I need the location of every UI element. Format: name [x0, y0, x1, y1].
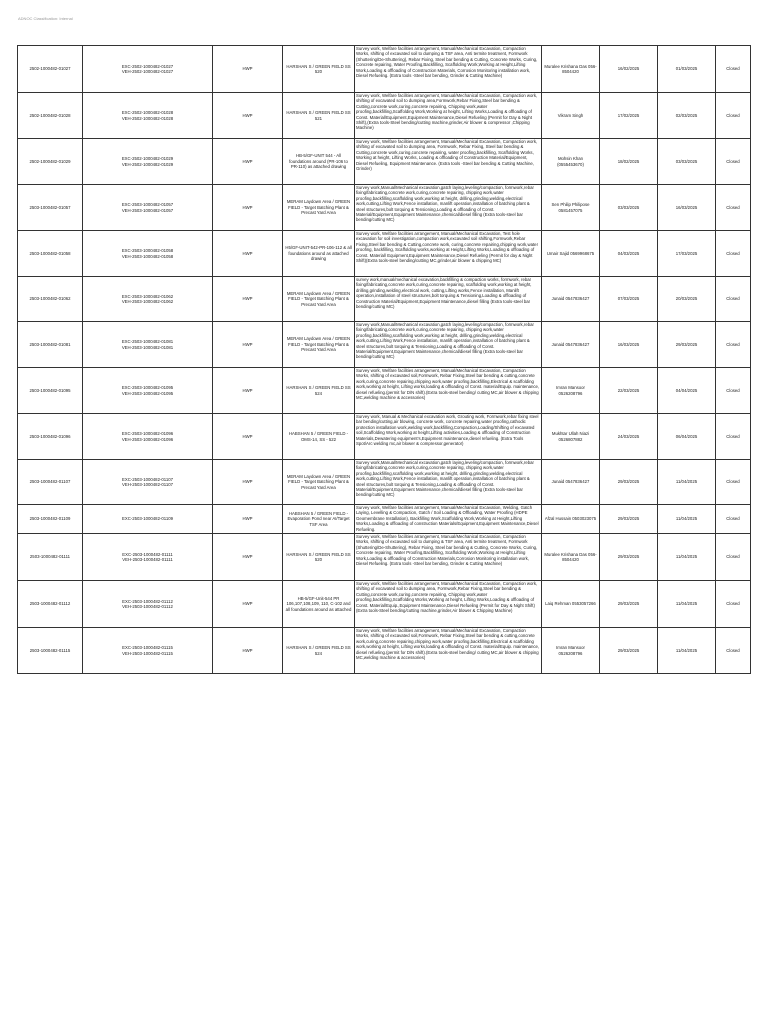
- permit-type-cell: HWP: [213, 322, 283, 368]
- permit-ref: VEH-2503-1000482-01095: [121, 390, 174, 396]
- permit-id-cell: 2502-1000482-01029: [18, 139, 83, 185]
- permit-ref: EXC-2502-1000482-01028: [121, 110, 174, 116]
- status-cell: Closed: [716, 368, 751, 414]
- permit-id-cell: 2503-1000482-01111: [18, 534, 83, 581]
- start-date-cell: 29/03/2025: [600, 534, 658, 581]
- responsible-person-cell: Mukhtar Ullah Niazi 0526807882: [542, 414, 600, 460]
- status-cell: Closed: [716, 414, 751, 460]
- status-cell: Closed: [716, 139, 751, 185]
- permit-ref: EXC-2503-1000482-01111: [122, 551, 173, 557]
- permit-refs-cell: [83, 322, 213, 368]
- permit-row: [18, 139, 751, 185]
- start-date-cell: 18/02/2025: [600, 139, 658, 185]
- responsible-person-cell: Junaid 0547836427: [542, 277, 600, 322]
- permit-type-cell: HWP: [213, 414, 283, 460]
- permit-id-cell: 2503-1000482-01107: [18, 460, 83, 505]
- permit-refs-cell: [83, 581, 213, 628]
- start-date-cell: 24/03/2025: [600, 414, 658, 460]
- end-date-cell: 17/03/2025: [658, 231, 716, 277]
- permit-id-cell: 2503-1000482-01081: [18, 322, 83, 368]
- permit-row: [18, 46, 751, 93]
- start-date-cell: 29/03/2025: [600, 460, 658, 505]
- activity-description-cell: Survey work,Manual/Mechanical excavation,gatch laying,leveling/compaction, formwork,rebar fixing/fabricating,concrete work,curing,concrete repairing, chipping work,water proofing,backfilling,scaffolding work,working at height, drilling,grinding,welding,electrical work,cutting,Lifting Work,Fence installation, manlift operation,installation of batching plant & steel structures,bolt torquing & Tensioning,Loading & offloading of Const. Material/Equipment,Equipment Maintenance,chemical/diesel filling (Extra tools-steel bar bending/cutting MC): [355, 322, 542, 368]
- permit-refs-cell: [83, 534, 213, 581]
- permit-type-cell: HWP: [213, 628, 283, 674]
- permit-ref: EXC-2503-1000482-01095: [121, 385, 174, 391]
- responsible-person-cell: Muralee Krishana Das 056-8504420: [542, 534, 600, 581]
- location-cell: HABSHAN 5 / GREEN FIELD - Evaporation Pond near AI/Target TSF Area: [283, 505, 355, 534]
- end-date-cell: 11/04/2025: [658, 505, 716, 534]
- location-cell: HARSHAN S / GREEN FIELD SS 524: [283, 368, 355, 414]
- permit-id-cell: 2503-1000482-01095: [18, 368, 83, 414]
- end-date-cell: 11/04/2025: [658, 460, 716, 505]
- responsible-person-cell: Vikram Singh: [542, 93, 600, 139]
- activity-description-cell: Survey work, Welfare facilities arrangement, Manual/Mechanical Excavation, Compaction Works, shifting of excavated soil,Formwork, Rebar Fixing,Steel bar bending & cutting,concrete work,curing,concrete repairing,chipping work,water proofing,backfilling,Electrical & scaffolding work,working at height, Lifting works,loading & offloading of Const. material/Equip. maintenance, diesel refueling.(permit for D/N shift).(Extra tools-steel bending/ cutting MC,air blower & chipping MC,welding machine & accessories): [355, 628, 542, 674]
- end-date-cell: 06/04/2025: [658, 414, 716, 460]
- activity-description-cell: Survey work, Welfare facilities arrangement, Manual/Mechanical Excavation, Compaction Works, shifting of excavated soil,Formwork, Rebar Fixing,Steel bar bending & cutting,concrete work,curing,concrete repairing,chipping work,water proofing,backfilling,Electrical & scaffolding work,working at height, Lifting works,loading & offloading of Const. material/Equip. maintenance, diesel refueling.(permit for D/N shift).(Extra tools-steel bending/ cutting MC,air blower & chipping MC,welding machine & accessories): [355, 368, 542, 414]
- status-cell: Closed: [716, 93, 751, 139]
- responsible-person-cell: Junaid 0547836427: [542, 322, 600, 368]
- end-date-cell: 29/03/2025: [658, 322, 716, 368]
- permit-ref: EXC-2503-1000482-01062: [121, 293, 174, 299]
- end-date-cell: 16/03/2025: [658, 185, 716, 231]
- location-cell: HARSHAN S / GREEN FIELD SS 521: [283, 93, 355, 139]
- responsible-person-cell: Imran Mansoor 0526208796: [542, 368, 600, 414]
- responsible-person-cell: Junaid 0547836427: [542, 460, 600, 505]
- responsible-person-cell: Mohsin Khan (0555453670): [542, 139, 600, 185]
- status-cell: Closed: [716, 231, 751, 277]
- responsible-person-cell: Imran Mansoor 0526208796: [542, 628, 600, 674]
- permit-row: [18, 277, 751, 322]
- status-cell: Closed: [716, 185, 751, 231]
- permit-row: [18, 505, 751, 534]
- activity-description-cell: Survey work, Welfare facilities arrangement, Manual/Mechanical Excavation, Compaction Works, shifting of excavated soil to dumping & TSF area, Anti termite treatment, Formwork (Shuttering/De-Shuttering), Rebar Fixing, Steel bar bending & Cutting, Concrete Works, Curing, Concrete repairing, Water Proofing,Backfilling, Scaffolding Work,Working at Height,Lifting Work,Loading & offloading of Construction Materials, Corrosion Monitoring installation work, Diesel Refueling. (Extra tools -Steel bar bending, Grinder & Cutting Machine): [355, 46, 542, 93]
- permit-ref: VEH-2503-1000482-01115: [122, 650, 173, 656]
- permit-ref: VEH-2502-1000482-01028: [121, 115, 174, 121]
- status-cell: Closed: [716, 277, 751, 322]
- location-cell: HARSHAN S / GREEN FIELD SS 524: [283, 628, 355, 674]
- permit-id-cell: 2503-1000482-01109: [18, 505, 83, 534]
- permit-ref: EXC-2502-1000482-01027: [121, 63, 174, 69]
- start-date-cell: 22/03/2025: [600, 368, 658, 414]
- permit-ref: VEH-2503-1000482-01107: [121, 482, 174, 487]
- location-cell: H5/GF-UNIT-542-PR-106-112 & all foundations around as attached drawing: [283, 231, 355, 277]
- responsible-person-cell: Laiq Rehman 0553057266: [542, 581, 600, 628]
- start-date-cell: 29/03/2025: [600, 505, 658, 534]
- location-cell: HARSHAN S / GREEN FIELD SS 520: [283, 534, 355, 581]
- permit-id-cell: 2503-1000482-01058: [18, 231, 83, 277]
- permit-type-cell: HWP: [213, 460, 283, 505]
- permit-row: [18, 534, 751, 581]
- location-cell: MERAM Laydown Area / GREEN FIELD - Target Batching Plant & Precast Yard Area: [283, 460, 355, 505]
- start-date-cell: 16/03/2025: [600, 322, 658, 368]
- end-date-cell: 20/03/2025: [658, 277, 716, 322]
- location-cell: HB-5/GF-UNIT 544 - All foundations around (PR-106 to PR-110) as attached drawing: [283, 139, 355, 185]
- permit-ref: VEH-2503-1000482-01057: [121, 207, 174, 213]
- location-cell: MERAM Laydown Area / GREEN FIELD - Target Batching Plant & Precast Yard Area: [283, 185, 355, 231]
- permit-ref: EXC-2503-1000482-01096: [121, 431, 174, 437]
- permit-id-cell: 2503-1000482-01062: [18, 277, 83, 322]
- start-date-cell: 03/03/2025: [600, 185, 658, 231]
- permit-row: [18, 581, 751, 628]
- permit-ref: VEH-2503-1000482-01111: [122, 557, 173, 562]
- classification-label: ADNOC Classification: Internal: [18, 16, 73, 21]
- permit-ref: VEH-2503-1000482-01112: [122, 604, 173, 609]
- activity-description-cell: Survey work,Manual/Mechanical excavation,gatch laying,leveling/compaction, formwork,rebar fixing/fabricating,concrete work,curing,concrete repairing, chipping work,water proofing,backfilling,scaffolding work,working at height, drilling,grinding,welding,electrical work,cutting,Lifting Work,Fence installation, manlift operation,installation of batching plant & steel structures,bolt torquing & Tensioning,Loading & offloading of Const. Material/Equipment,Equipment Maintenance,chemical/diesel filling (Extra tools-steel bar bending/cutting MC): [355, 460, 542, 505]
- permit-type-cell: HWP: [213, 505, 283, 534]
- location-cell: MERAM Laydown Area / GREEN FIELD - Target Batching Plant & Precast Yard Area: [283, 277, 355, 322]
- permit-refs-cell: [83, 628, 213, 674]
- activity-description-cell: Survey work, Welfare facilities arrangement, Manual/Mechanical Excavation, Compaction work, shifting of excavated soil to dumping area,Formwork,Rebar Fixing,Steel bar bending & Cutting,concrete work,curing,concrete repairing, Chipping work,water proofing,backfilling,Scaffolding Work,Working at height, Lifting Works,Loading & offloading of Const. Material/Equipment,Equipment Maintenance,Diesel Refueling (Permit for Day & Night Shift),(Extra tools-Steel bending/cutting machine,grinder,Air blower & compressor ,Chipping Machine): [355, 93, 542, 139]
- permit-ref: VEH-2502-1000482-01029: [121, 161, 174, 167]
- end-date-cell: 11/04/2025: [658, 581, 716, 628]
- status-cell: Closed: [716, 505, 751, 534]
- permit-row: [18, 368, 751, 414]
- permit-refs-cell: [83, 93, 213, 139]
- permit-type-cell: HWP: [213, 277, 283, 322]
- permit-row: [18, 231, 751, 277]
- location-cell: HABSHAN 5 / GREEN FIELD - OMS-14, SS - 522: [283, 414, 355, 460]
- permit-type-cell: HWP: [213, 231, 283, 277]
- permit-type-cell: HWP: [213, 93, 283, 139]
- responsible-person-cell: Afzal Hussain 0503023075: [542, 505, 600, 534]
- permit-refs-cell: [83, 277, 213, 322]
- permit-row: [18, 93, 751, 139]
- start-date-cell: 29/03/2025: [600, 581, 658, 628]
- end-date-cell: 02/03/2025: [658, 93, 716, 139]
- responsible-person-cell: Muralee Krishana Das 056-8504420: [542, 46, 600, 93]
- activity-description-cell: Survey work,Manual/Mechanical excavation,gatch laying,leveling/compaction, formwork,rebar fixing/fabricating,concrete work,curing,concrete repairing, chipping work,water proofing,backfilling,scaffolding work,working at height, drilling,grinding,welding,electrical work,cutting,Lifting Work,Fence installation, manlift operation,installation of batching plant & steel structures,bolt torquing & Tensioning,Loading & offloading of Const. Material/Equipment,Equipment Maintenance,chemical/diesel filling (Extra tools-steel bar bending/cutting MC): [355, 185, 542, 231]
- permit-refs-cell: [83, 505, 213, 534]
- start-date-cell: 04/03/2025: [600, 231, 658, 277]
- permit-id-cell: 2503-1000482-01112: [18, 581, 83, 628]
- end-date-cell: 04/04/2025: [658, 368, 716, 414]
- end-date-cell: 11/04/2025: [658, 534, 716, 581]
- permit-refs-cell: [83, 231, 213, 277]
- permit-ref: VEH-2503-1000482-01081: [121, 344, 174, 350]
- permit-ref: VEH-2503-1000482-01096: [121, 436, 174, 442]
- activity-description-cell: Survey work, Welfare facilities arrangement, Manual/Mechanical Excavation, Test hole excavation for soil investigation,compaction work,excavated soil shifting,Formwork,Rebar Fixing,Steel bar bending & Cutting,concrete work, curing,concrete repairing,chipping work,water proofing, backfilling, Scaffolding works,working at Height,Lifting Works,Loading & offloading of Const. Material/ Equipment,Equipment Maintenance,Diesel Refueling (Permit for day & Night Shift)(Extra tools-steel bending/cutting MC,grinder,air blower & chipping MC): [355, 231, 542, 277]
- permit-ref: EXC-2503-1000482-01058: [121, 248, 174, 254]
- permit-row: [18, 322, 751, 368]
- activity-description-cell: survey work,manual/mechanical excavation,backfilling & compaction works, formwork, rebar fixing/fabricating,concrete work,curing,concrete repairing, scaffolding work,working at height, drilling,grinding,welding,electrical work, cutting,Lifting works,Fence installation, Manlift operation,installation of steel structures,bolt torquing & Tensioning,Loading & offloading of Construction Material/Equipment,Equipment Maintenance,diesel filling (Extra tools-steel bar bending/cutting MC): [355, 277, 542, 322]
- start-date-cell: 17/02/2025: [600, 93, 658, 139]
- permit-id-cell: 2503-1000482-01115: [18, 628, 83, 674]
- permit-type-cell: HWP: [213, 185, 283, 231]
- permit-ref: EXC-2503-1000482-01057: [121, 202, 174, 208]
- permit-row: [18, 628, 751, 674]
- permit-refs-cell: [83, 185, 213, 231]
- permit-refs-cell: [83, 460, 213, 505]
- status-cell: Closed: [716, 534, 751, 581]
- permit-ref: VEH-2503-1000482-01062: [121, 299, 174, 304]
- permit-type-cell: HWP: [213, 46, 283, 93]
- permit-id-cell: 2503-1000482-01096: [18, 414, 83, 460]
- end-date-cell: 11/04/2025: [658, 628, 716, 674]
- permit-id-cell: 2503-1000482-01057: [18, 185, 83, 231]
- permit-ref: EXC-2503-1000482-01107: [121, 476, 174, 482]
- permit-refs-cell: [83, 46, 213, 93]
- permit-type-cell: HWP: [213, 534, 283, 581]
- permit-type-cell: HWP: [213, 368, 283, 414]
- permit-type-cell: HWP: [213, 139, 283, 185]
- end-date-cell: 01/03/2025: [658, 46, 716, 93]
- end-date-cell: 03/03/2025: [658, 139, 716, 185]
- permit-ref: EXC-2503-1000482-01112: [122, 598, 173, 604]
- activity-description-cell: Survey work, Manual & Mechanical excavation work, Grouting work, Formwork,rebar fixing steel bar bending/cutting,air blowing, concrete work, concrete repairing,water proofing,cathodic protection installation work,welding work,backfilling,Compaction,Loading/Shifting of excavated soil,Scaffolding Work,working at height,Lifting activities,Loading & offloading of Construction Materials,Dewatering equipment's,Equipment maintenance,diesel refueling. (Extra Tools Spot/Arc welding mc,air blower & compressor,generator): [355, 414, 542, 460]
- responsible-person-cell: Sen Philip Philipose 0581457075: [542, 185, 600, 231]
- responsible-person-cell: Umair Sajid 0569968675: [542, 231, 600, 277]
- start-date-cell: 29/03/2025: [600, 628, 658, 674]
- permit-ref: EXC-2502-1000482-01029: [121, 156, 174, 162]
- permit-refs-cell: [83, 368, 213, 414]
- permit-ref: VEH-2502-1000482-01027: [121, 69, 174, 74]
- activity-description-cell: Survey work, Welfare facilities arrangement, Manual/Mechanical Excavation, Compaction Works, shifting of excavated soil to dumping & TSF area, Anti termite treatment, Formwork (Shuttering/De-Shuttering), Rebar Fixing, Steel bar bending & Cutting, Concrete Works, Curing, Concrete repairing, Water Proofing,Backfilling, Scaffolding Work,Working at Height,Lifting Work,Loading & offloading of Construction Materials,Corrosion Monitoring installation work, Diesel Refueling. (Extra tools -Steel bar bending, Grinder & Cutting Machine): [355, 534, 542, 581]
- permit-id-cell: 2502-1000482-01028: [18, 93, 83, 139]
- activity-description-cell: Survey work, Welfare facilities arrangement, Manual/Mechanical Excavation, Compaction work, shifting of excavated soil to dumping area, Formwork, Rebar Fixing, Steel bar bending & Cutting,concrete work,curing,concrete repairing, water proofing,backfilling, Scaffolding Works, Working at height, Lifting Works, Loading & offloading of Construction Material/Equipment, Diesel Refueling, Equipment Maintenance. (Extra tools -Steel bar bending & Cutting Machine, Grinder): [355, 139, 542, 185]
- status-cell: Closed: [716, 46, 751, 93]
- permit-row: [18, 185, 751, 231]
- location-cell: MERAM Laydown Area / GREEN FIELD - Target Batching Plant & Precast Yard Area: [283, 322, 355, 368]
- start-date-cell: 07/03/2025: [600, 277, 658, 322]
- permit-row: [18, 414, 751, 460]
- start-date-cell: 16/02/2025: [600, 46, 658, 93]
- permit-ref: EXC-2503-1000482-01109: [121, 516, 174, 522]
- permit-ref: VEH-2503-1000482-01058: [121, 253, 174, 259]
- activity-description-cell: Survey work, Welfare facilities arrangement, Manual/Mechanical Excavation, Welding, Gatch Laying, Levelling & Compaction, Gatch / Soil Loading & Offloading, Water Proofing (HDPE Geomembrane Installation), Backfilling Work,Scaffolding Work,Working at Height,Lifting Works,Loading & offloading of construction Materials/Equipment,Equipment Maintenance,Diesel Refueling.: [355, 505, 542, 534]
- location-cell: HARSHAN S / GREEN FIELD SS 520: [283, 46, 355, 93]
- location-cell: HB-5/GF-Unit-544 PR 106,107,108,109, 110, C-102 and all foundations around as attached: [283, 581, 355, 628]
- permit-ref: EXC-2503-1000482-01081: [121, 339, 174, 345]
- status-cell: Closed: [716, 322, 751, 368]
- permit-log-table: [17, 45, 751, 674]
- permit-id-cell: 2502-1000482-01027: [18, 46, 83, 93]
- permit-ref: EXC-2503-1000482-01115: [122, 645, 173, 651]
- activity-description-cell: Survey work, Welfare facilities arrangement, Manual/Mechanical Excavation, Compaction work, shifting of excavated soil to dumping area, Formwork,Rebar Fixing,Steel bar bending & Cutting,concrete work,curing,concrete repairing, Chipping work,water proofing,backfilling,Scaffolding Works,Working at height, Lifting Works,Loading & offloading of Const. Material/Equip.,Equipment Maintenance,Diesel Refueling (Permit for Day & Night Shift)(Extra tools-Steel bending/cutting machine,grinder,Air blower & Chipping Machine): [355, 581, 542, 628]
- permit-refs-cell: [83, 139, 213, 185]
- permit-row: [18, 460, 751, 505]
- status-cell: Closed: [716, 581, 751, 628]
- status-cell: Closed: [716, 460, 751, 505]
- permit-refs-cell: [83, 414, 213, 460]
- status-cell: Closed: [716, 628, 751, 674]
- permit-type-cell: HWP: [213, 581, 283, 628]
